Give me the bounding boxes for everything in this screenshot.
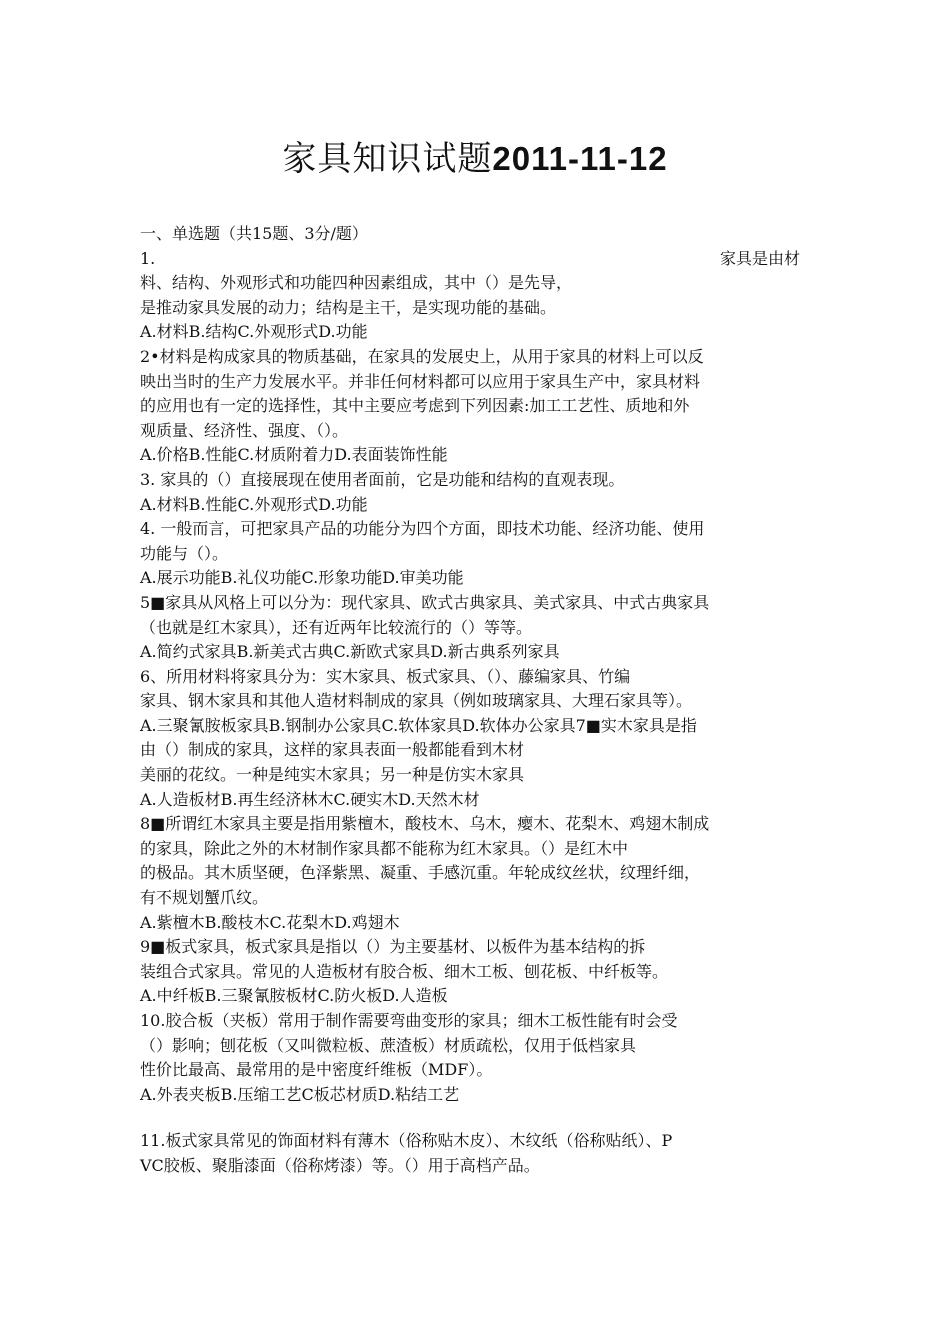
text-line: A.展示功能B.礼仪功能C.形象功能D.审美功能	[140, 568, 464, 588]
text-line: 5■家具从风格上可以分为：现代家具、欧式古典家具、美式家具、中式古典家具	[140, 592, 710, 612]
text-line: 有不规划蟹爪纹。	[140, 888, 269, 908]
text-line: 2•材料是构成家具的物质基础，在家具的发展史上，从用于家具的材料上可以反	[140, 346, 704, 366]
question-text: 家具是由材	[719, 248, 800, 268]
paragraph-gap	[140, 1107, 830, 1129]
text-line: 功能与（）。	[140, 543, 229, 563]
text-line: 9■板式家具，板式家具是指以（）为主要基材、以板件为基本结构的拆	[140, 937, 646, 957]
text-line: 家具、钢木家具和其他人造材料制成的家具（例如玻璃家具、大理石家具等）。	[140, 691, 693, 711]
text-line: 料、结构、外观形式和功能四种因素组成，其中（）是先导，	[140, 273, 573, 293]
text-line: 是推动家具发展的动力；结构是主干，是实现功能的基础。	[140, 297, 557, 317]
text-line: A.人造板材B.再生经济林木C.硬实木D.天然木材	[140, 789, 480, 809]
text-line: 的极品。其木质坚硬，色泽紫黑、凝重、手感沉重。年轮成纹丝状，纹理纤细，	[140, 863, 701, 883]
text-line: 10.胶合板（夹板）常用于制作需要弯曲变形的家具；细木工板性能有时会受	[140, 1011, 678, 1030]
question-1-first-line	[140, 247, 800, 272]
text-line: 观质量、经济性、强度、（）。	[140, 420, 349, 440]
text-line: 4. 一般而言，可把家具产品的功能分为四个方面，即技术功能、经济功能、使用	[140, 519, 705, 539]
text-line: 由（）制成的家具，这样的家具表面一般都能看到木材	[140, 740, 525, 760]
text-line: A.紫檀木B.酸枝木C.花梨木D.鸡翅木	[140, 912, 400, 932]
text-line: A.材料B.结构C.外观形式D.功能	[140, 322, 368, 342]
text-line: 3. 家具的（）直接展现在使用者面前，它是功能和结构的直观表现。	[140, 469, 625, 489]
text-line: 的家具，除此之外的木材制作家具都不能称为红木家具。（）是红木中	[140, 838, 629, 858]
text-line: 装组合式家具。常见的人造板材有胶合板、细木工板、刨花板、中纤板等。	[140, 961, 669, 981]
question-number: 1.	[140, 248, 156, 268]
text-line: 美丽的花纹。一种是纯实木家具；另一种是仿实木家具	[140, 765, 525, 785]
page-title	[0, 136, 950, 182]
text-line: A.简约式家具B.新美式古典C.新欧式家具D.新古典系列家具	[140, 642, 560, 662]
text-line: A.三聚氰胺板家具B.钢制办公家具C.软体家具D.软体办公家具7■实木家具是指	[140, 715, 697, 735]
text-line: 的应用也有一定的选择性，其中主要应考虑到下列因素:加工工艺性、质地和外	[140, 396, 690, 416]
document-body	[140, 222, 830, 1179]
text-line: 映出当时的生产力发展水平。并非任何材料都可以应用于家具生产中，家具材料	[140, 371, 701, 391]
section-heading: 一、单选题（共15题、3分/题）	[140, 224, 368, 243]
text-line: A.中纤板B.三聚氰胺板材C.防火板D.人造板	[140, 986, 448, 1006]
questions-block-1	[140, 271, 830, 1107]
title-date: 2011-11-12	[492, 140, 668, 177]
text-line: 8■所谓红木家具主要是指用紫檀木，酸枝木、乌木，瘿木、花梨木、鸡翅木制成	[140, 814, 710, 834]
text-line: 6、所用材料将家具分为：实木家具、板式家具、（）、藤编家具、竹编	[140, 666, 631, 686]
text-line: 11.板式家具常见的饰面材料有薄木（俗称贴木皮）、木纹纸（俗称贴纸）、P	[140, 1131, 673, 1151]
text-line: A.材料B.性能C.外观形式D.功能	[140, 494, 368, 514]
text-line: （也就是红木家具），还有近两年比较流行的（）等等。	[140, 617, 533, 637]
text-line: 性价比最高、最常用的是中密度纤维板（MDF）。	[140, 1060, 493, 1080]
text-line: A.价格B.性能C.材质附着力D.表面装饰性能	[140, 445, 448, 465]
text-line: VC胶板、聚脂漆面（俗称烤漆）等。（）用于高档产品。	[140, 1155, 540, 1175]
title-text: 家具知识试题	[282, 139, 493, 179]
questions-block-2	[140, 1129, 830, 1178]
text-line: A.外表夹板B.压缩工艺C板芯材质D.粘结工艺	[140, 1084, 460, 1104]
text-line: （）影响；刨花板（又叫微粒板、蔗渣板）材质疏松，仅用于低档家具	[140, 1035, 637, 1055]
